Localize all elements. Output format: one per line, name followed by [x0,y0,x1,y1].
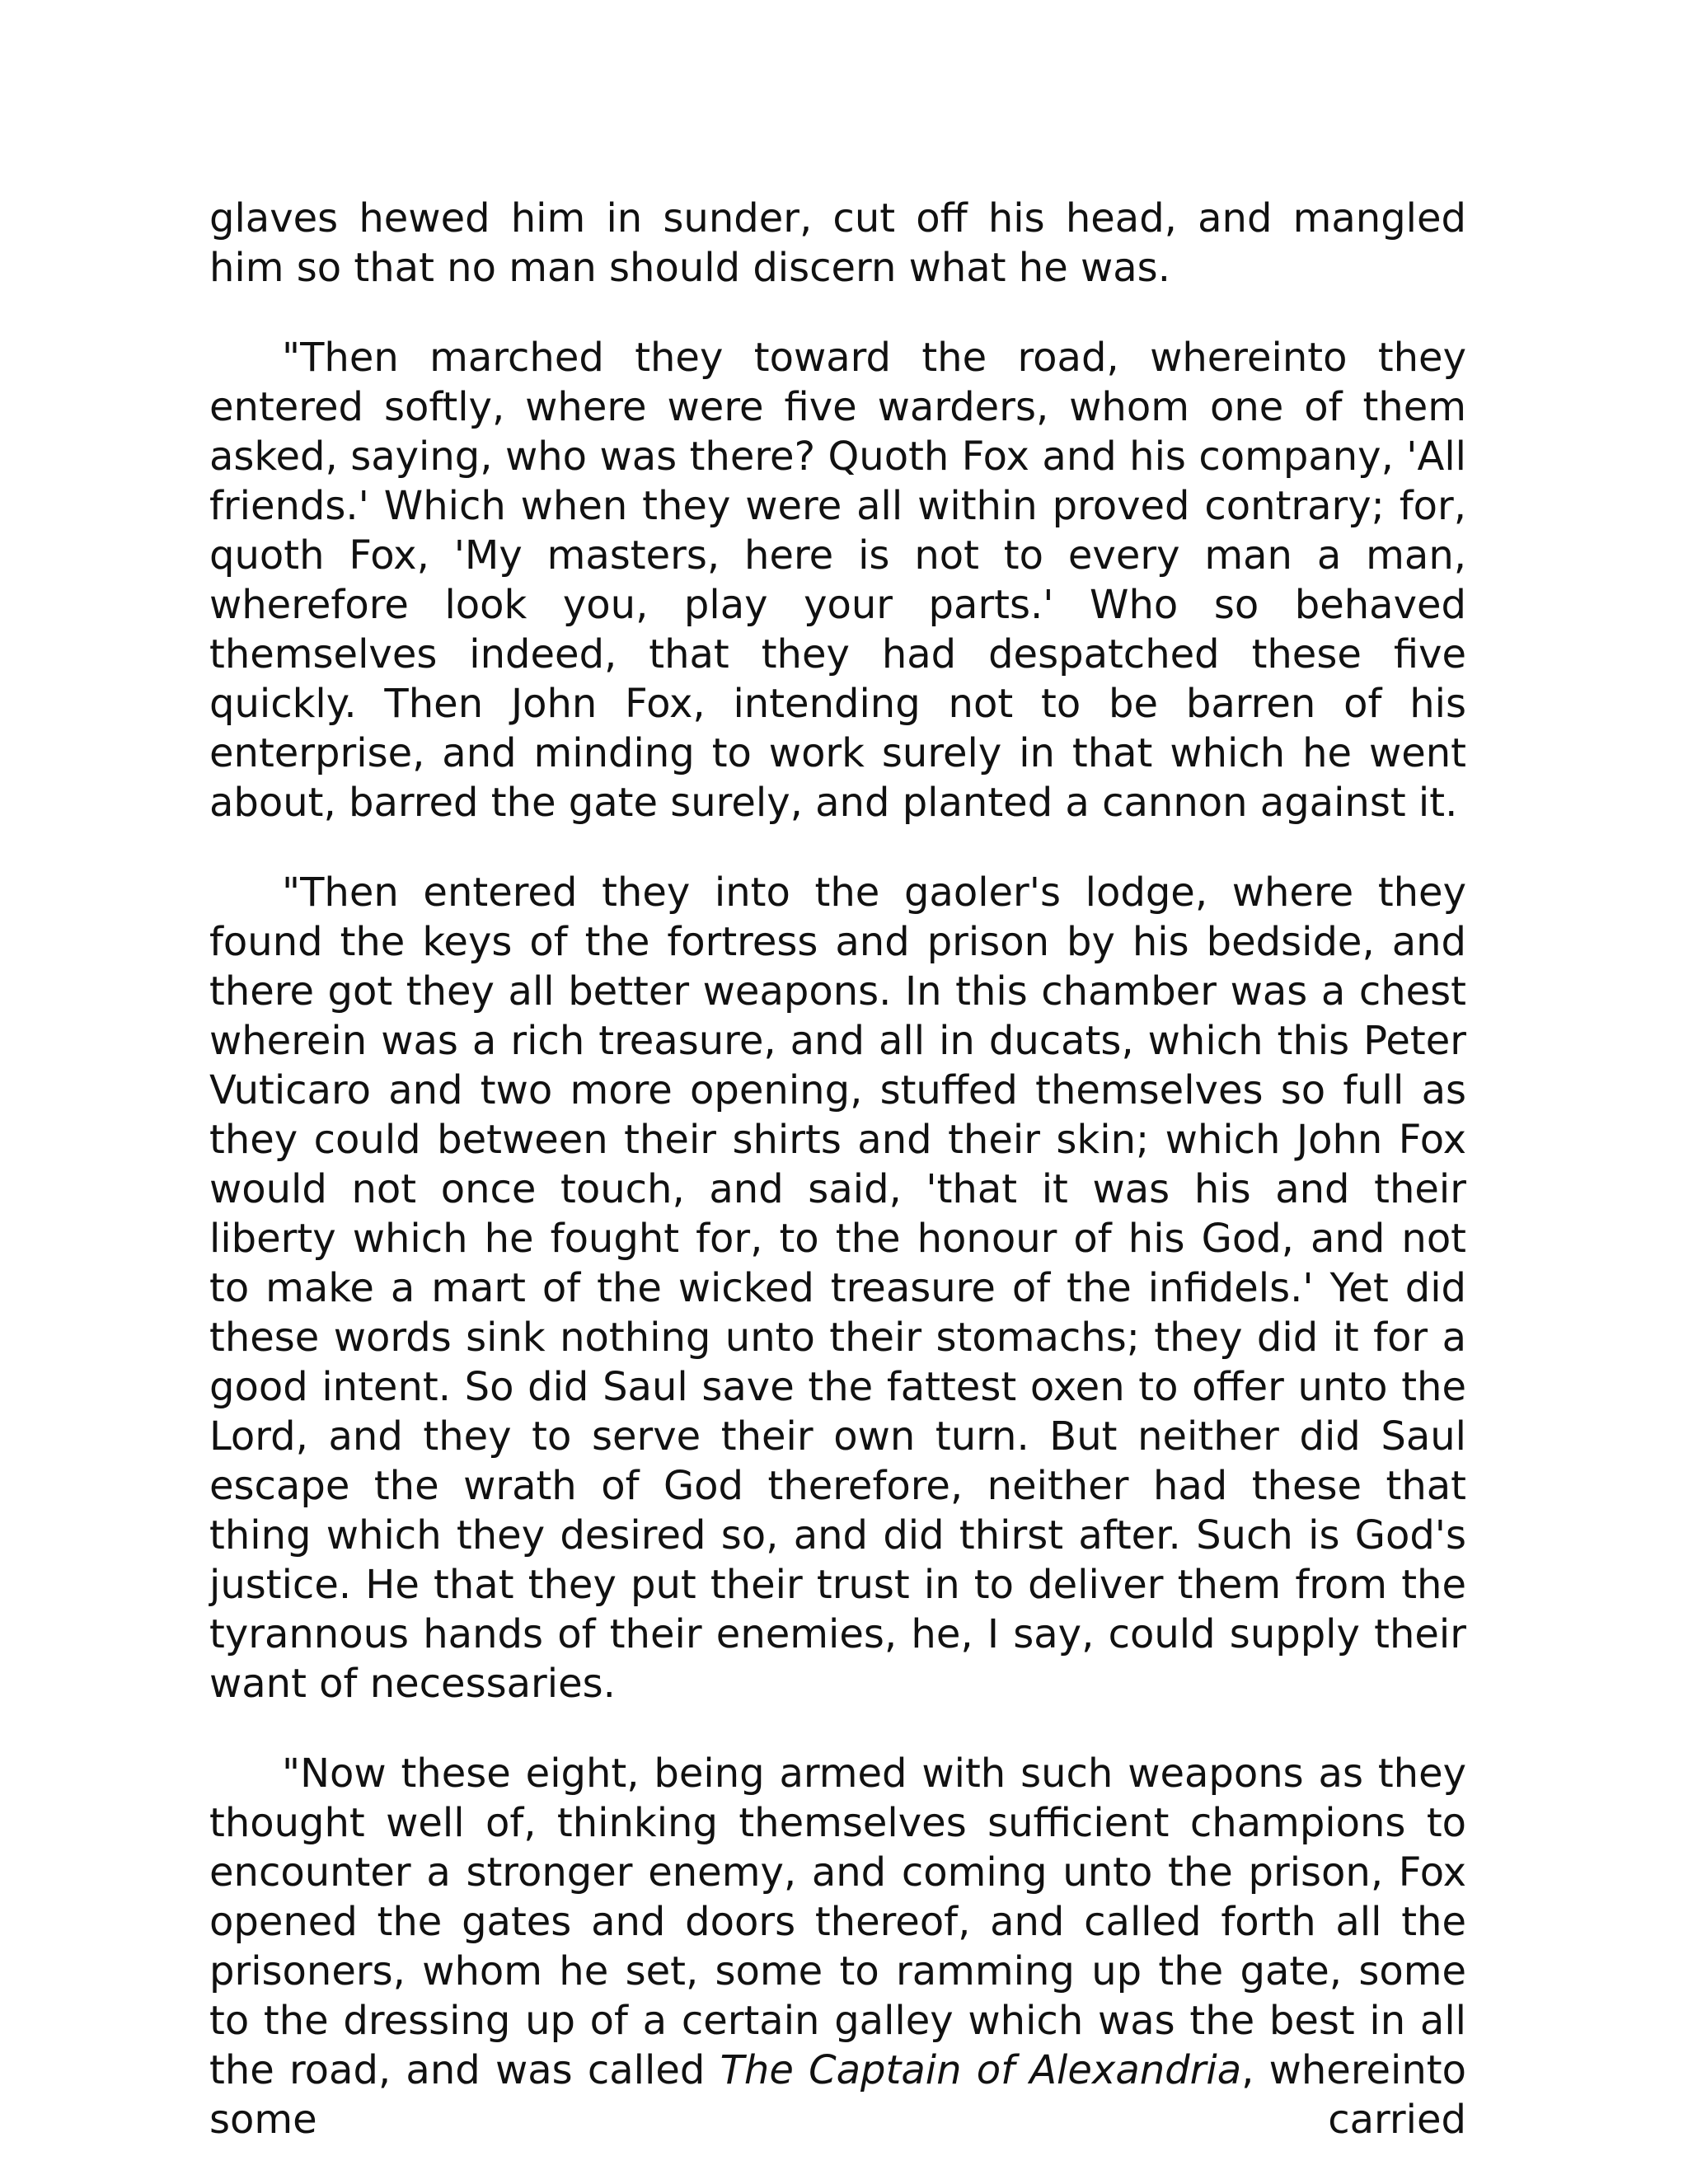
paragraph-text: "Now these eight, being armed with such weapons as they thought well of, thinking themselves sufficient champions to encounter a stronger enemy, and coming unto the prison, Fox opened the gates and doors thereof, and called forth all the prisoners, whom he set, some to ramming up the gate, some to the dressing up of a certain galley which was the best in all the road, and was called [209,1750,1466,2093]
document-page [209,194,1466,2144]
paragraph: glaves hewed him in sunder, cut off his head, and mangled him so that no man should discern what he was. [209,195,1466,291]
paragraph-text: , whereinto some carried [209,2047,1466,2143]
ship-name: The Captain of Alexandria [720,2047,1242,2093]
paragraph: "Then marched they toward the road, whereinto they entered softly, where were five warders, whom one of them asked, saying, who was there? Quoth Fox and his company, 'All friends.' Which when they were all within proved contrary; for, quoth Fox, 'My masters, here is not to every man a man, wherefore look you, play your parts.' Who so behaved themselves indeed, that they had despatched these five quickly. Then John Fox, intending not to be barren of his enterprise, and minding to work surely in that which he went about, barred the gate surely, and planted a cannon against it. [209,335,1466,826]
paragraph [209,1749,1466,2144]
paragraph: "Then entered they into the gaoler's lodge, where they found the keys of the fortress and prison by his bedside, and there got they all better weapons. In this chamber was a chest wherein was a rich treasure, and all in ducats, which this Peter Vuticaro and two more opening, stuffed themselves so full as they could between their shirts and their skin; which John Fox would not once touch, and said, 'that it was his and their liberty which he fought for, to the honour of his God, and not to make a mart of the wicked treasure of the infidels.' Yet did these words sink nothing unto their stomachs; they did it for a good intent. So did Saul save the fattest oxen to offer unto the Lord, and they to serve their own turn. But neither did Saul escape the wrath of God therefore, neither had these that thing which they desired so, and did thirst after. Such is God's justice. He that they put their trust in to deliver them from the tyrannous hands of their enemies, he, I say, could supply their want of necessaries. [209,869,1466,1707]
